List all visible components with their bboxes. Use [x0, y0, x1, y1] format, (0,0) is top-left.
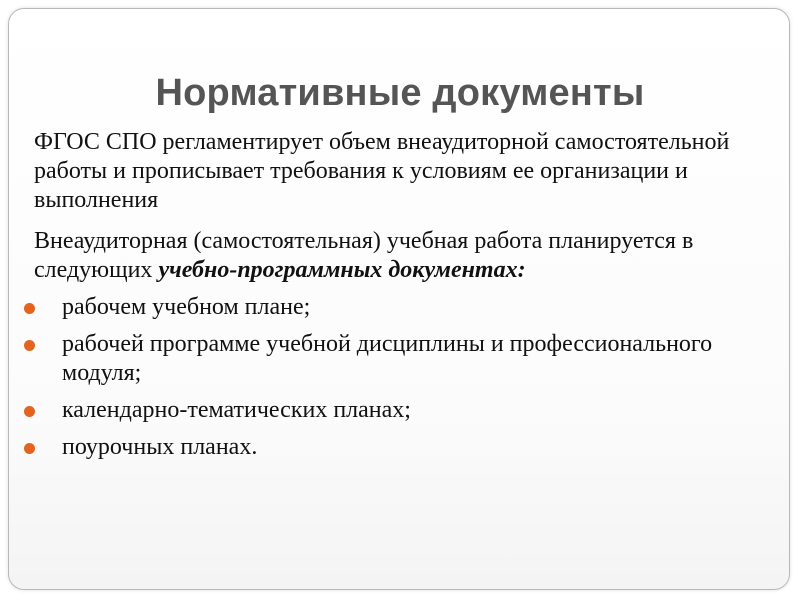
bullet-dot-icon — [24, 303, 35, 314]
list-item — [34, 293, 754, 322]
bullet-dot-icon — [24, 406, 35, 417]
paragraph-planning — [34, 227, 754, 285]
list-item-text: поурочных планах. — [62, 434, 258, 460]
slide-title: Нормативные документы — [155, 72, 645, 114]
list-item — [34, 433, 754, 462]
list-item — [34, 396, 754, 425]
documents-list — [34, 293, 754, 462]
bullet-dot-icon — [24, 443, 35, 454]
list-item-text: календарно-тематических планах; — [62, 397, 411, 423]
list-item-text: рабочей программе учебной дисциплины и профессионального модуля; — [62, 331, 713, 386]
paragraph-planning-emphasis: учебно-программных документах: — [158, 257, 526, 283]
list-item-text: рабочем учебном плане; — [62, 294, 311, 320]
list-item — [34, 330, 754, 388]
bullet-dot-icon — [24, 340, 35, 351]
paragraph-fgos: ФГОС СПО регламентирует объем внеаудиторной самостоятельной работы и прописывает требования к условиям ее организации и выполнения — [34, 129, 730, 213]
slide-body — [34, 128, 754, 470]
paragraph-planning-text: Внеаудиторная (самостоятельная) учебная работа планируется в следующих — [34, 228, 694, 283]
